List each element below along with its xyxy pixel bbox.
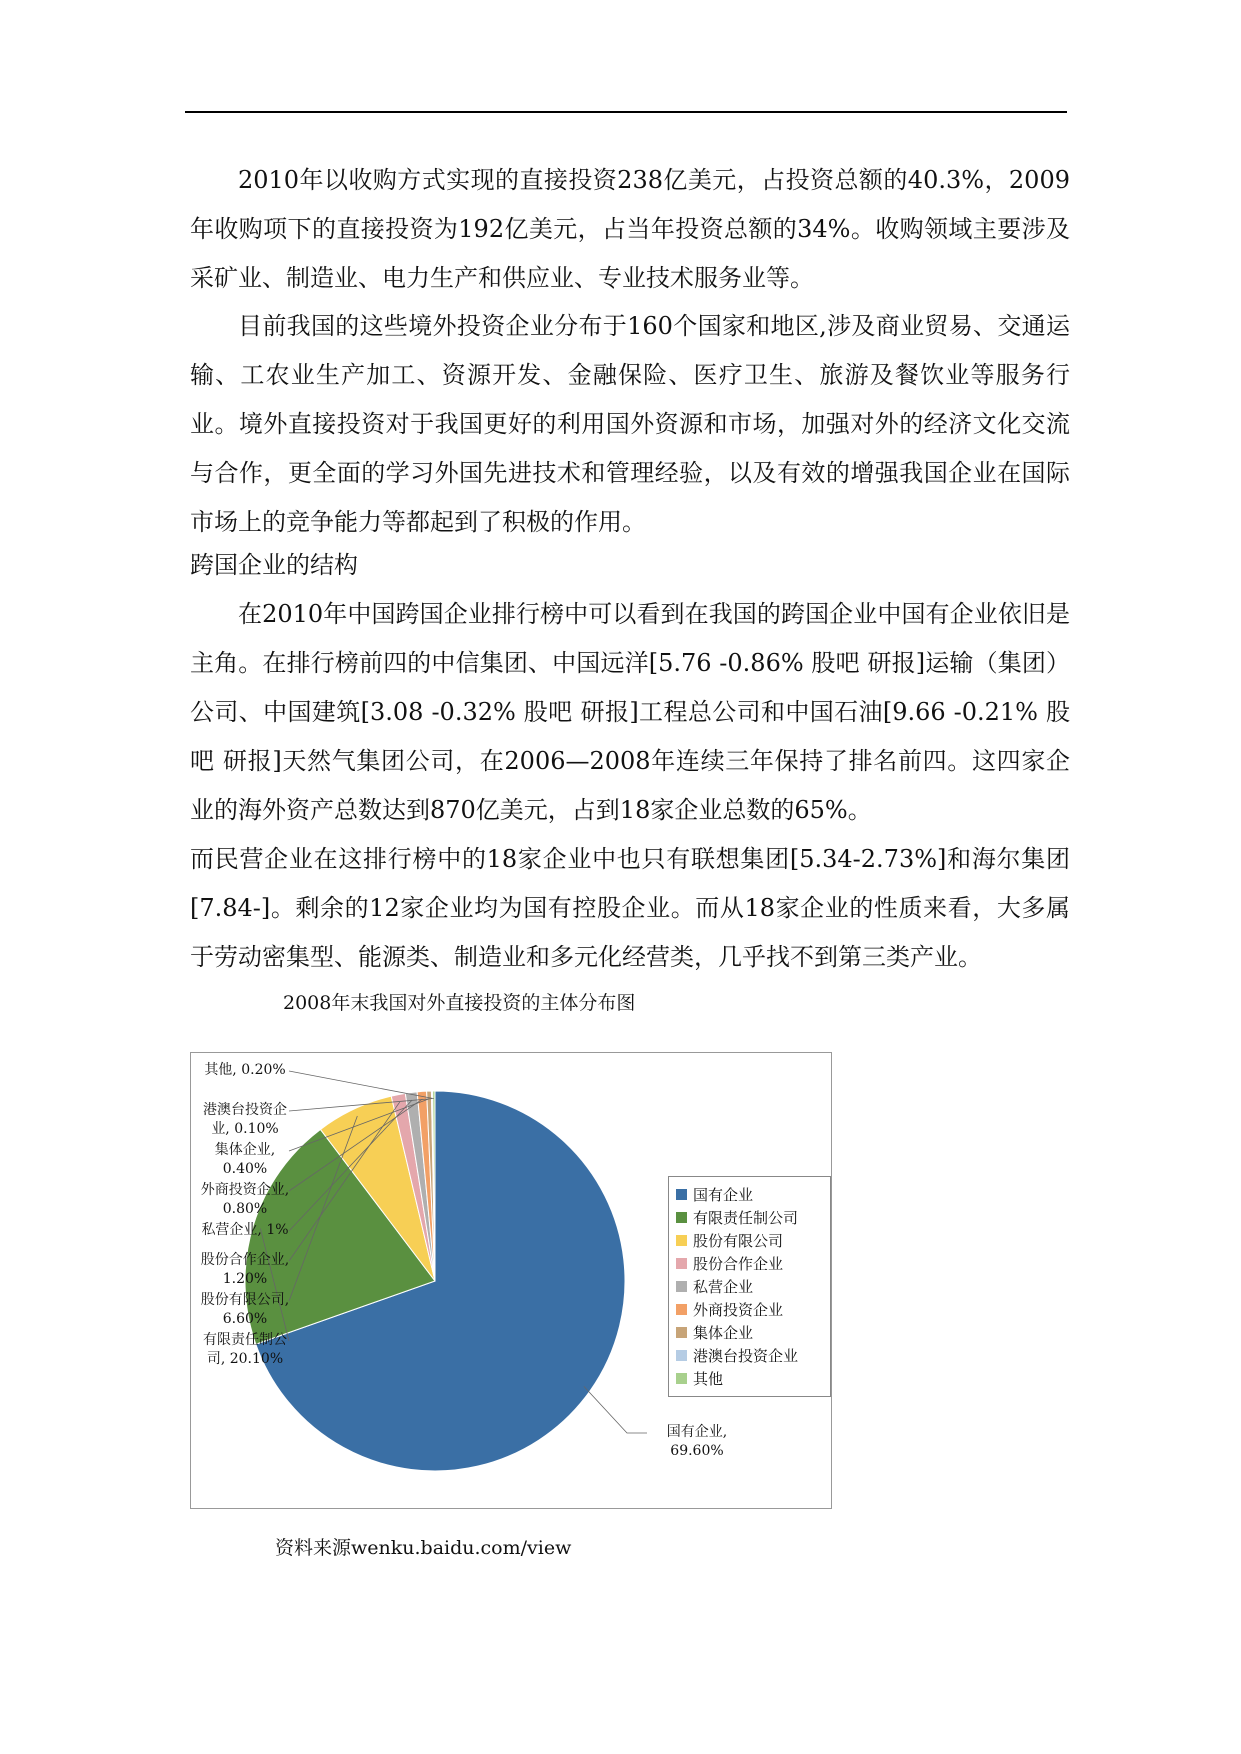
slice-label-text: 外商投资企业, [200, 1182, 290, 1198]
slice-label-4 [195, 1221, 295, 1240]
legend-item [676, 1229, 824, 1252]
leader-line-0 [584, 1386, 647, 1433]
slice-label-1 [195, 1331, 295, 1369]
slice-label-8 [195, 1061, 295, 1080]
slice-label-7 [195, 1101, 295, 1139]
chart-caption: 2008年末我国对外直接投资的主体分布图 [283, 992, 636, 1014]
slice-label-value: 0.80% [222, 1201, 268, 1217]
chart-legend [668, 1176, 831, 1397]
slice-label-value: 司, 20.10% [206, 1351, 284, 1367]
header-rule [185, 111, 1067, 113]
legend-item [676, 1275, 824, 1298]
slice-label-text: 集体企业, [214, 1142, 276, 1158]
slice-label-text: 私营企业, 1% [201, 1222, 289, 1238]
slice-label-2 [195, 1291, 295, 1329]
slice-label-text: 国有企业, [666, 1424, 728, 1440]
legend-label: 股份合作企业 [693, 1255, 784, 1273]
slice-label-text: 其他, 0.20% [204, 1062, 286, 1078]
legend-item [676, 1206, 824, 1229]
legend-label: 私营企业 [693, 1278, 754, 1296]
legend-swatch [676, 1189, 687, 1200]
paragraph-distribution: 目前我国的这些境外投资企业分布于160个国家和地区,涉及商业贸易、交通运输、工农业生产加工、资源开发、金融保险、医疗卫生、旅游及餐饮业等服务行业。境外直接投资对于我国更好的利用国外资源和市场，加强对外的经济文化交流与合作，更全面的学习外国先进技术和管理经验，以及有效的增强我国企业在国际市场上的竞争能力等都起到了积极的作用。 [190, 312, 1070, 536]
legend-label: 股份有限公司 [693, 1232, 784, 1250]
slice-label-3 [195, 1251, 295, 1289]
legend-swatch [676, 1258, 687, 1269]
slice-label-value: 1.20% [222, 1271, 268, 1287]
legend-swatch [676, 1235, 687, 1246]
slice-label-value: 0.40% [222, 1161, 268, 1177]
legend-label: 国有企业 [693, 1186, 754, 1204]
slice-label-value: 业, 0.10% [211, 1121, 279, 1137]
section-heading: 跨国企业的结构 [190, 551, 358, 579]
legend-swatch [676, 1327, 687, 1338]
slice-label-value: 69.60% [670, 1443, 724, 1459]
slice-label-6 [195, 1141, 295, 1179]
slice-label-text: 港澳台投资企 [203, 1102, 287, 1118]
legend-item [676, 1183, 824, 1206]
slice-label-text: 股份合作企业, [200, 1252, 290, 1268]
leader-line-8 [289, 1071, 434, 1099]
legend-item [676, 1367, 824, 1390]
legend-item [676, 1344, 824, 1367]
legend-swatch [676, 1350, 687, 1361]
legend-label: 集体企业 [693, 1324, 754, 1342]
paragraph-state-enterprises: 在2010年中国跨国企业排行榜中可以看到在我国的跨国企业中国有企业依旧是主角。在排行榜前四的中信集团、中国远洋[5.76 -0.86% 股吧 研报]运输（集团）公司、中国建筑[3.08 -0.32% 股吧 研报]工程总公司和中国石油[9.66 -0.21% 股吧 研报]天然气集团公司，在2006—2008年连续三年保持了排名前四。这四家企业的海外资产总数达到870亿美元，占到18家企业总数的65%。 [190, 600, 1070, 824]
legend-item [676, 1252, 824, 1275]
source-note: 资料来源wenku.baidu.com/view [275, 1537, 572, 1559]
paragraph-private-enterprises: 而民营企业在这排行榜中的18家企业中也只有联想集团[5.34-2.73%]和海尔集团[7.84-]。剩余的12家企业均为国有控股企业。而从18家企业的性质来看，大多属于劳动密集型、能源类、制造业和多元化经营类，几乎找不到第三类产业。 [190, 845, 1070, 971]
paragraph-acquisition: 2010年以收购方式实现的直接投资238亿美元，占投资总额的40.3%，2009年收购项下的直接投资为192亿美元，占当年投资总额的34%。收购领域主要涉及采矿业、制造业、电力生产和供应业、专业技术服务业等。 [190, 166, 1070, 292]
legend-item [676, 1298, 824, 1321]
legend-swatch [676, 1281, 687, 1292]
slice-label-5 [195, 1181, 295, 1219]
slice-label-0 [651, 1423, 743, 1461]
legend-label: 其他 [693, 1370, 724, 1388]
legend-swatch [676, 1373, 687, 1384]
legend-label: 外商投资企业 [693, 1301, 784, 1319]
pie-chart-frame [190, 1052, 832, 1509]
legend-swatch [676, 1304, 687, 1315]
legend-item [676, 1321, 824, 1344]
slice-label-text: 股份有限公司, [200, 1292, 290, 1308]
legend-label: 港澳台投资企业 [693, 1347, 799, 1365]
slice-label-value: 6.60% [222, 1311, 268, 1327]
legend-label: 有限责任制公司 [693, 1209, 799, 1227]
legend-swatch [676, 1212, 687, 1223]
slice-label-text: 有限责任制公 [203, 1332, 287, 1348]
